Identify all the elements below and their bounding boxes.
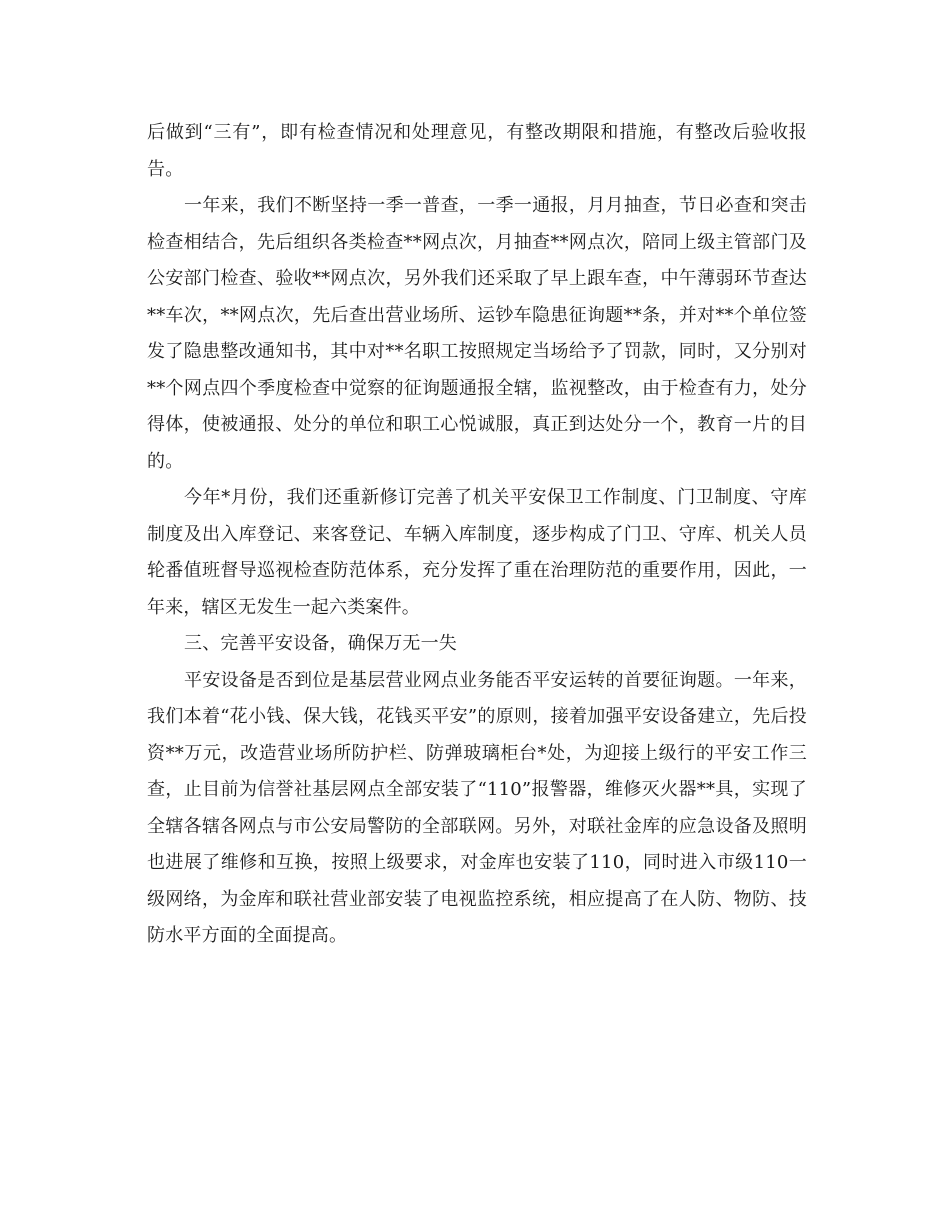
paragraph-2: 一年来，我们不断坚持一季一普查，一季一通报，月月抽查，节日必查和突击检查相结合，先后组织各类检查**网点次，月抽查**网点次，陪同上级主管部门及公安部门检查、验收**网点次，另外我们还采取了早上跟车查，中午薄弱环节查达**车次，**网点次，先后查出营业场所、运钞车隐患征询题**条，并对**个单位签发了隐患整改通知书，其中对**名职工按照规定当场给予了罚款，同时，又分别对**个网点四个季度检查中觉察的征询题通报全辖，监视整改，由于检查有力，处分得体，使被通报、处分的单位和职工心悦诚服，真正到达处分一个，教育一片的目的。: [147, 195, 807, 472]
paragraph-4: 平安设备是否到位是基层营业网点业务能否平安运转的首要征询题。一年来，我们本着“花小钱、保大钱，花钱买平安”的原则，接着加强平安设备建立，先后投资**万元，改造营业场所防护栏、防弹玻璃柜台*处，为迎接上级行的平安工作三查，止目前为信誉社基层网点全部安装了“110”报警器，维修灭火器**具，实现了全辖各辖各网点与市公安局警防的全部联网。另外，对联社金库的应急设备及照明也进展了维修和互换，按照上级要求，对金库也安装了110，同时进入市级110一级网络，为金库和联社营业部安装了电视监控系统，相应提高了在人防、物防、技防水平方面的全面提高。: [147, 669, 807, 946]
section-heading: 三、完善平安设备，确保万无一失: [184, 633, 457, 654]
paragraph-3: 今年*月份，我们还重新修订完善了机关平安保卫工作制度、门卫制度、守库制度及出入库登记、来客登记、车辆入库制度，逐步构成了门卫、守库、机关人员轮番值班督导巡视检查防范体系，充分发挥了重在治理防范的重要作用，因此，一年来，辖区无发生一起六类案件。: [147, 487, 807, 618]
document-body: [147, 115, 807, 955]
paragraph-1: 后做到“三有”，即有检查情况和处理意见，有整改期限和措施，有整改后验收报告。: [147, 122, 807, 180]
